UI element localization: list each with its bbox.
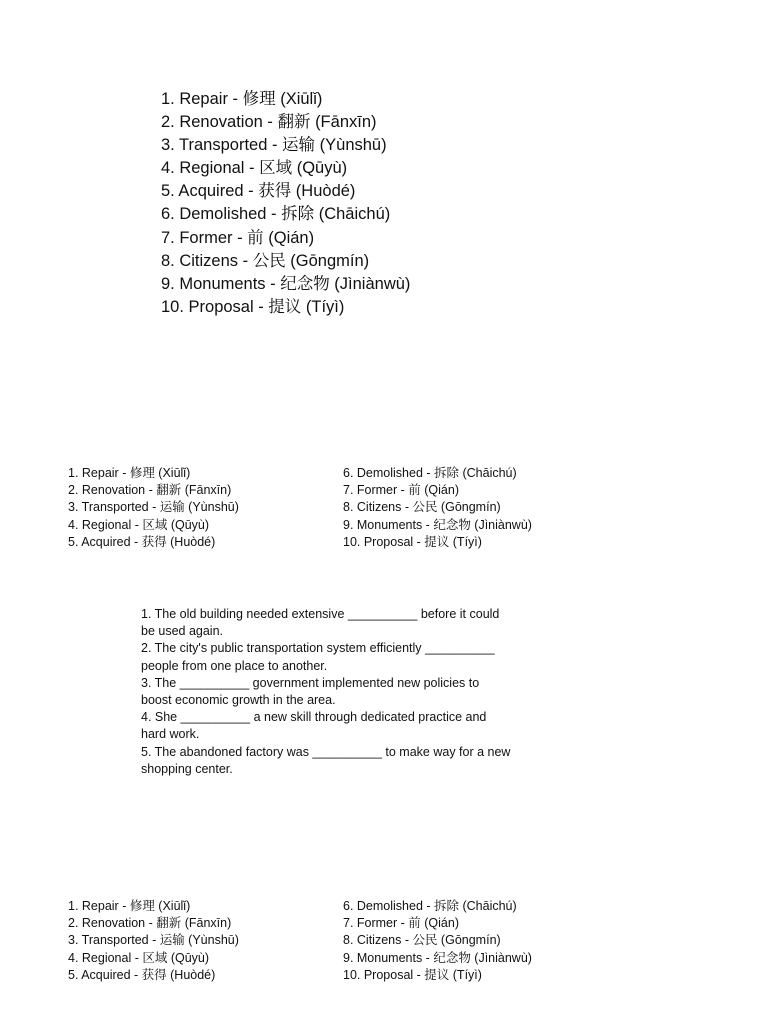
sentence-item: 2. The city's public transportation system efficiently __________ people from one place to another. [141,641,495,673]
vocab-item: 8. Citizens - 公民 (Gōngmín) [161,251,370,270]
vocab-list-col-left-bottom [68,898,239,984]
vocab-item: 9. Monuments - 纪念物 (Jìniànwù) [343,950,532,965]
vocab-item: 2. Renovation - 翻新 (Fānxīn) [68,483,232,498]
vocab-item: 3. Transported - 运输 (Yùnshū) [161,136,387,155]
vocab-item: 4. Regional - 区域 (Qūyù) [68,950,210,965]
vocab-list-col-right-bottom [343,898,532,984]
vocab-item: 4. Regional - 区域 (Qūyù) [161,159,348,178]
sentence-item: 4. She __________ a new skill through dedicated practice and hard work. [141,710,487,742]
vocab-item: 6. Demolished - 拆除 (Chāichú) [343,899,517,913]
vocab-item: 1. Repair - 修理 (Xiūlǐ) [161,90,323,108]
sentence-item: 1. The old building needed extensive __________ before it could be used again. [141,607,500,639]
vocab-item: 9. Monuments - 纪念物 (Jìniànwù) [343,517,532,532]
sentence-item: 5. The abandoned factory was __________ to make way for a new shopping center. [141,744,511,776]
vocab-item: 10. Proposal - 提议 (Tíyì) [343,967,482,982]
vocab-list-col-left [68,465,239,551]
vocab-item: 4. Regional - 区域 (Qūyù) [68,517,210,532]
vocab-item: 10. Proposal - 提议 (Tíyì) [161,297,345,316]
vocab-list-large [161,88,410,319]
vocab-item: 5. Acquired - 获得 (Huòdé) [161,182,356,201]
vocab-item: 3. Transported - 运输 (Yùnshū) [68,500,239,515]
vocab-item: 2. Renovation - 翻新 (Fānxīn) [68,916,232,931]
fill-in-sentences [141,606,513,778]
vocab-item: 3. Transported - 运输 (Yùnshū) [68,933,239,948]
vocab-list-col-right [343,465,532,551]
vocab-item: 5. Acquired - 获得 (Huòdé) [68,534,216,549]
vocab-item: 7. Former - 前 (Qián) [161,228,315,247]
vocab-item: 2. Renovation - 翻新 (Fānxīn) [161,113,377,132]
sentence-item: 3. The __________ government implemented new policies to boost economic growth in the area. [141,675,480,708]
vocab-item: 8. Citizens - 公民 (Gōngmín) [343,933,501,948]
vocab-item: 8. Citizens - 公民 (Gōngmín) [343,500,501,515]
vocab-item: 1. Repair - 修理 (Xiūlǐ) [68,466,191,480]
vocab-item: 7. Former - 前 (Qián) [343,483,459,498]
vocab-item: 1. Repair - 修理 (Xiūlǐ) [68,899,191,913]
vocab-item: 6. Demolished - 拆除 (Chāichú) [343,466,517,480]
vocab-item: 10. Proposal - 提议 (Tíyì) [343,534,482,549]
vocab-item: 6. Demolished - 拆除 (Chāichú) [161,205,391,224]
vocab-item: 9. Monuments - 纪念物 (Jìniànwù) [161,274,411,293]
vocab-item: 5. Acquired - 获得 (Huòdé) [68,967,216,982]
vocab-item: 7. Former - 前 (Qián) [343,916,459,931]
